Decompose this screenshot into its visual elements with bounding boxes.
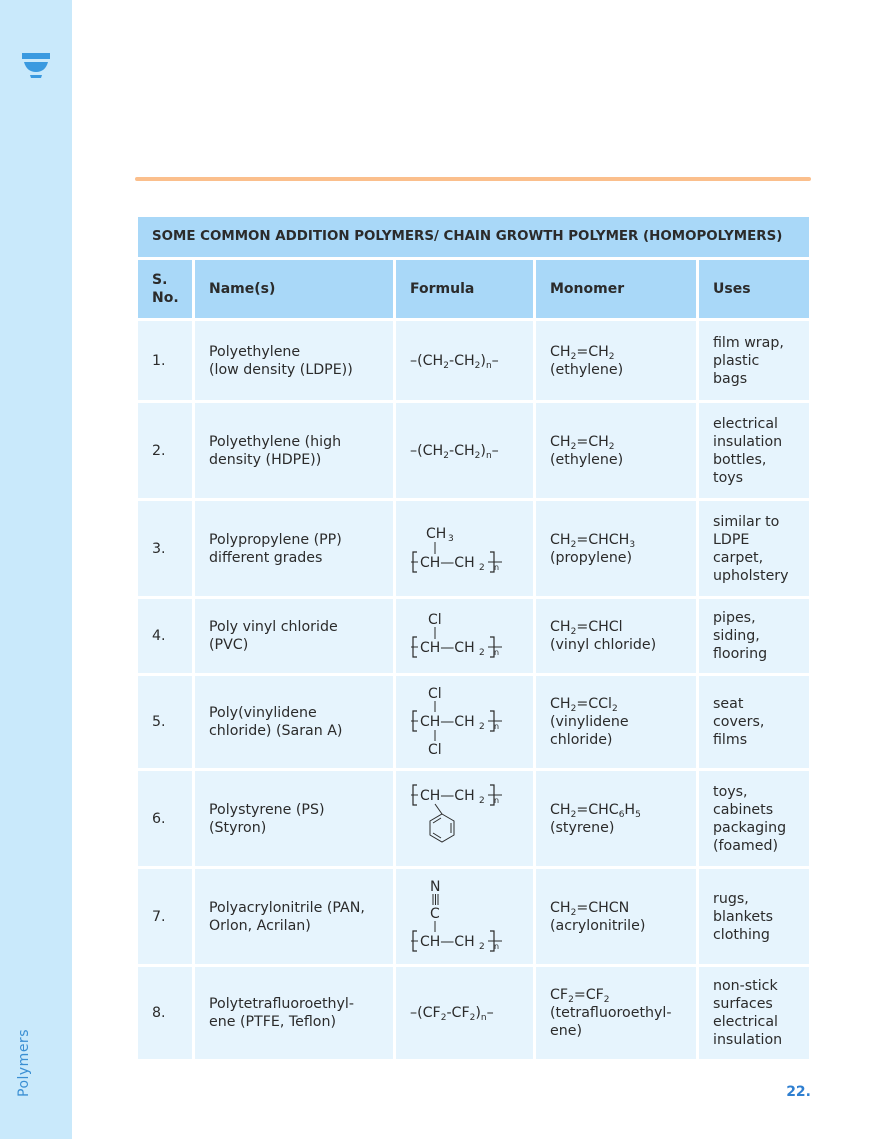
row-monomer: $CH_2=CHCH_3$ (propylene) [536, 501, 696, 596]
svg-text:Cl: Cl [428, 686, 442, 702]
table-row [138, 321, 809, 400]
table-row [138, 676, 809, 768]
row-name: Poly vinyl chloride (PVC) [195, 599, 393, 673]
row-monomer: $CH_2=CH_2$ (ethylene) [536, 403, 696, 498]
row-sno: 6. [138, 771, 192, 866]
row-sno: 2. [138, 403, 192, 498]
row-name: Polyacrylonitrile (PAN, Orlon, Acrilan) [195, 869, 393, 964]
row-sno: 4. [138, 599, 192, 673]
svg-text:CH—CH: CH—CH [420, 933, 475, 950]
header-name: Name(s) [195, 260, 393, 318]
row-formula: $-(CH_2-CH_2)_n-$ [396, 403, 533, 498]
header-uses: Uses [699, 260, 809, 318]
svg-text:2: 2 [479, 562, 485, 573]
saran-structure [410, 684, 520, 760]
svg-text:3: 3 [448, 533, 454, 544]
svg-text:2: 2 [479, 722, 485, 732]
polystyrene-structure [410, 779, 520, 859]
row-name: Polypropylene (PP) different grades [195, 501, 393, 596]
table-row [138, 501, 809, 596]
row-uses: electrical insulation bottles, toys [699, 403, 809, 498]
svg-text:N: N [430, 878, 441, 895]
row-uses: film wrap, plastic bags [699, 321, 809, 400]
row-monomer: $CH_2=CH_2$ (ethylene) [536, 321, 696, 400]
svg-text:CH—CH: CH—CH [420, 640, 475, 656]
svg-text:2: 2 [479, 648, 485, 658]
row-formula: $-(CF_2-CF_2)_n-$ [396, 967, 533, 1059]
row-name: Polystyrene (PS) (Styron) [195, 771, 393, 866]
row-monomer: $CH_2=CHC_6H_5$ (styrene) [536, 771, 696, 866]
svg-text:Cl: Cl [428, 742, 442, 758]
svg-text:CH—CH: CH—CH [420, 554, 475, 571]
row-formula [396, 771, 533, 866]
row-formula: $-(CH_2-CH_2)_n-$ [396, 321, 533, 400]
benzene-ring-icon [430, 814, 454, 842]
row-monomer: $CH_2=CHCN$ (acrylonitrile) [536, 869, 696, 964]
table-title: SOME COMMON ADDITION POLYMERS/ CHAIN GROWTH POLYMER (HOMOPOLYMERS) [138, 217, 809, 257]
svg-text:n: n [494, 941, 500, 951]
row-name: Polyethylene (low density (LDPE)) [195, 321, 393, 400]
svg-text:n: n [494, 722, 500, 731]
svg-text:n: n [494, 795, 500, 805]
header-sno: S. No. [138, 260, 192, 318]
row-uses: toys, cabinets packaging (foamed) [699, 771, 809, 866]
row-formula [396, 869, 533, 964]
row-monomer: $CH_2=CHCl$ (vinyl chloride) [536, 599, 696, 673]
svg-text:n: n [494, 562, 500, 572]
svg-text:n: n [494, 648, 500, 657]
row-name: Polytetrafluoroethyl- ene (PTFE, Teflon) [195, 967, 393, 1059]
polypropylene-structure [410, 519, 520, 579]
row-uses: similar to LDPE carpet, upholstery [699, 501, 809, 596]
row-sno: 8. [138, 967, 192, 1059]
svg-text:C: C [430, 905, 440, 922]
sidebar-band [0, 0, 72, 1139]
polymers-table [135, 214, 812, 1062]
svg-text:CH—CH: CH—CH [420, 714, 475, 730]
row-sno: 7. [138, 869, 192, 964]
pvc-structure [410, 607, 520, 665]
svg-text:Cl: Cl [428, 612, 442, 628]
table-row [138, 403, 809, 498]
svg-text:CH: CH [426, 525, 447, 542]
table-row [138, 967, 809, 1059]
page-number: 22. [786, 1084, 811, 1100]
header-formula: Formula [396, 260, 533, 318]
row-uses: rugs, blankets clothing [699, 869, 809, 964]
row-uses: pipes, siding, flooring [699, 599, 809, 673]
svg-text:CH—CH: CH—CH [420, 787, 475, 804]
header-monomer: Monomer [536, 260, 696, 318]
row-formula [396, 501, 533, 596]
row-name: Poly(vinylidene chloride) (Saran A) [195, 676, 393, 768]
row-name: Polyethylene (high density (HDPE)) [195, 403, 393, 498]
row-formula [396, 676, 533, 768]
header-divider [135, 177, 811, 181]
row-monomer: $CH_2=CCl_2$ (vinylidene chloride) [536, 676, 696, 768]
table-row [138, 599, 809, 673]
row-uses: seat covers, films [699, 676, 809, 768]
row-sno: 5. [138, 676, 192, 768]
row-uses: non-stick surfaces electrical insulation [699, 967, 809, 1059]
row-formula [396, 599, 533, 673]
row-sno: 1. [138, 321, 192, 400]
svg-text:2: 2 [479, 941, 485, 952]
row-sno: 3. [138, 501, 192, 596]
table-row [138, 771, 809, 866]
brand-logo-icon [20, 50, 52, 80]
table-row [138, 869, 809, 964]
svg-text:2: 2 [479, 795, 485, 806]
side-section-label: Polymers [16, 1029, 32, 1097]
row-monomer: $CF_2=CF_2$ (tetrafluoroethyl-ene) [536, 967, 696, 1059]
polyacrylonitrile-structure [410, 877, 520, 957]
